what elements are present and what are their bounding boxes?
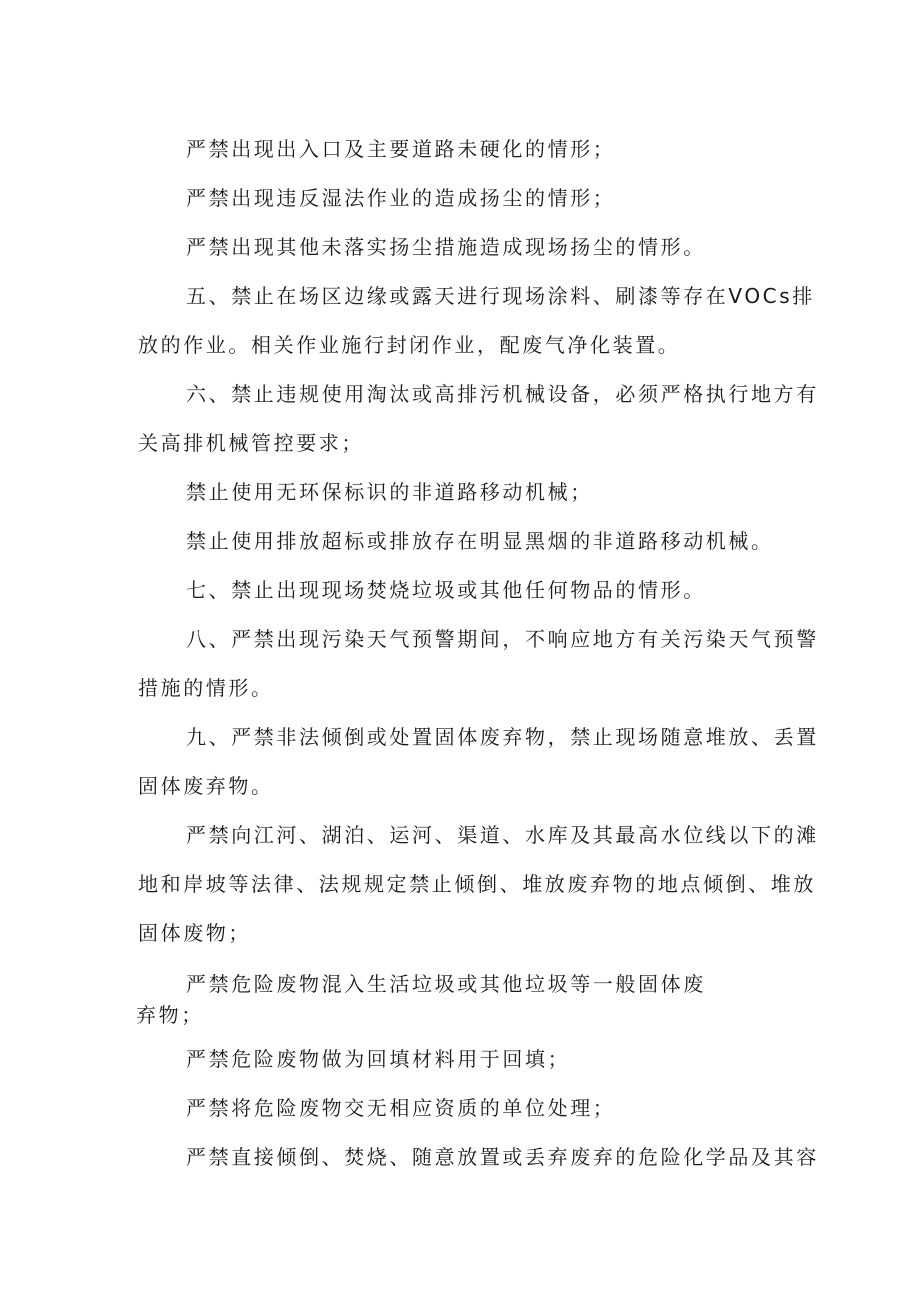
paragraph-line: 六、禁止违规使用淘汰或高排污机械设备，必须严格执行地方有	[186, 382, 819, 406]
paragraph-line: 七、禁止出现现场焚烧垃圾或其他任何物品的情形。	[186, 578, 706, 602]
paragraph-line: 严禁向江河、湖泊、运河、渠道、水库及其最高水位线以下的滩	[186, 823, 819, 847]
paragraph-line: 严禁出现其他未落实扬尘措施造成现场扬尘的情形。	[186, 235, 706, 259]
paragraph-line: 严禁出现违反湿法作业的造成扬尘的情形；	[186, 186, 616, 210]
paragraph-line: 措施的情形。	[138, 676, 274, 700]
paragraph-line: 固体废弃物。	[138, 774, 274, 798]
paragraph-line: 严禁将危险废物交无相应资质的单位处理；	[186, 1096, 616, 1120]
paragraph-line: 禁止使用无环保标识的非道路移动机械；	[186, 480, 593, 504]
paragraph-line: 弃物；	[136, 1003, 204, 1027]
paragraph-line: 严禁危险废物做为回填材料用于回填；	[186, 1047, 571, 1071]
paragraph-line: 禁止使用排放超标或排放存在明显黑烟的非道路移动机械。	[186, 529, 774, 553]
paragraph-line: 九、严禁非法倾倒或处置固体废弃物，禁止现场随意堆放、丢置	[186, 725, 819, 749]
paragraph-line: 八、严禁出现污染天气预警期间，不响应地方有关污染天气预警	[186, 627, 819, 651]
paragraph-line: 严禁危险废物混入生活垃圾或其他垃圾等一般固体废	[186, 972, 706, 996]
paragraph-line: 地和岸坡等法律、法规规定禁止倾倒、堆放废弃物的地点倾倒、堆放	[138, 872, 816, 896]
paragraph-line: 关高排机械管控要求；	[138, 431, 364, 455]
paragraph-line: 固体废物；	[138, 921, 251, 945]
paragraph-line: 严禁出现出入口及主要道路未硬化的情形；	[186, 137, 616, 161]
paragraph-line: 放的作业。相关作业施行封闭作业，配废气净化装置。	[138, 333, 681, 357]
paragraph-line: 严禁直接倾倒、焚烧、随意放置或丢弃废弃的危险化学品及其容	[186, 1145, 819, 1169]
paragraph-line: 五、禁止在场区边缘或露天进行现场涂料、刷漆等存在VOCs排	[186, 284, 815, 308]
